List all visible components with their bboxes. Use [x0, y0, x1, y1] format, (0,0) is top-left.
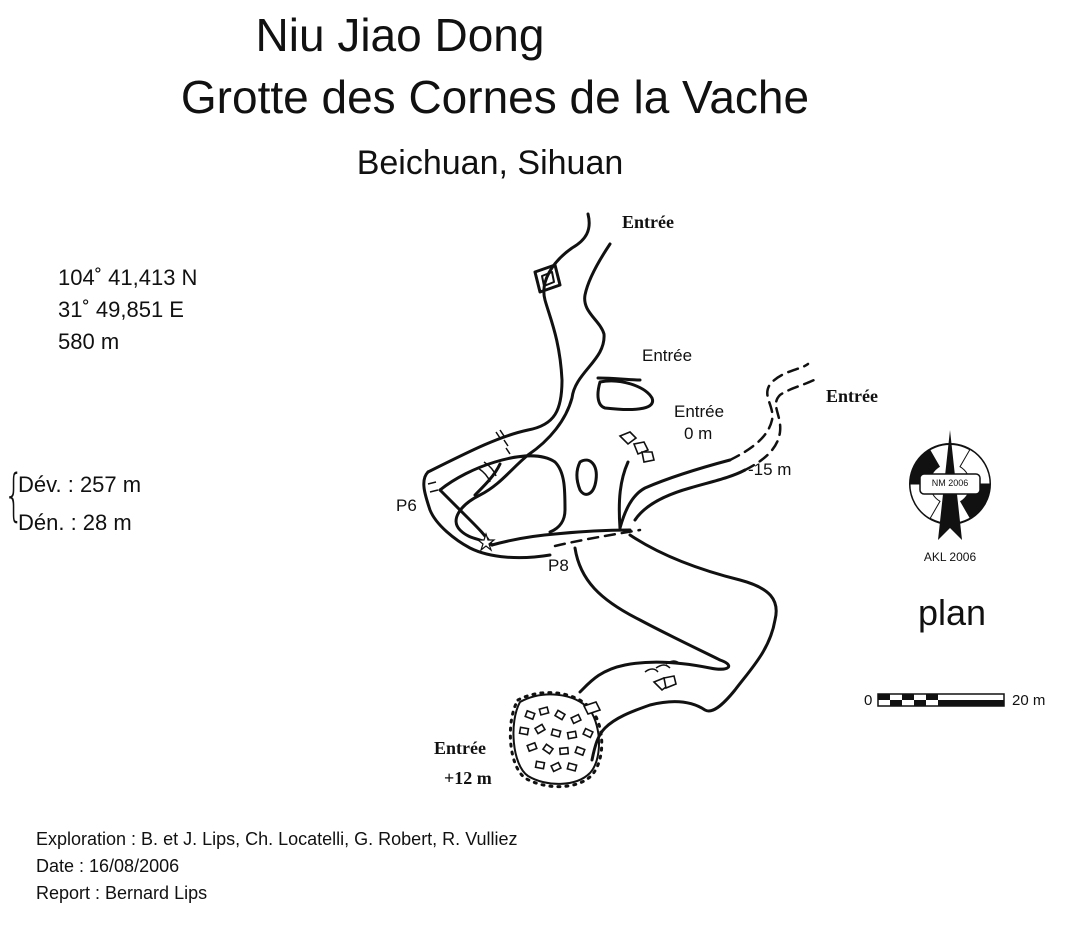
station-marker — [478, 534, 494, 550]
compass-badge: NM 2006 — [931, 478, 969, 488]
pillar — [577, 460, 596, 494]
label-minus15: -15 m — [748, 460, 792, 479]
label-entree-mid: Entrée — [642, 346, 693, 365]
wall-hatching — [478, 462, 496, 482]
compass-caption: AKL 2006 — [923, 550, 977, 564]
latitude-text: 104˚ 41,413 N — [58, 265, 198, 290]
wall-hatching — [428, 482, 438, 492]
label-zero-m: 0 m — [684, 424, 713, 443]
dashed-passage — [730, 364, 808, 460]
passage-wall — [440, 490, 492, 545]
map-subtitle: Grotte des Cornes de la Vache — [180, 71, 810, 123]
label-entree-bottom: Entrée — [434, 738, 486, 758]
date-credit: Date : 16/08/2006 — [36, 856, 180, 876]
stats-brace: { — [4, 463, 24, 528]
label-plus12: +12 m — [444, 768, 492, 788]
passage-wall — [456, 244, 610, 545]
longitude-text: 31˚ 49,851 E — [58, 297, 184, 322]
passage-wall — [492, 530, 630, 545]
label-entree-zero: Entrée — [674, 402, 725, 421]
scale-start-label: 0 — [864, 692, 873, 709]
dashed-passage — [745, 378, 818, 470]
wall-hatching — [496, 430, 510, 454]
development-text: Dév. : 257 m — [18, 472, 142, 497]
entrance-line — [598, 378, 640, 380]
label-p8: P8 — [548, 556, 569, 575]
rock-outline — [598, 381, 653, 410]
passage-wall — [592, 535, 776, 760]
map-location: Beichuan, Sihuan — [356, 144, 624, 182]
depth-text: Dén. : 28 m — [18, 510, 132, 535]
rock-symbol — [642, 452, 654, 462]
rock-symbol — [664, 676, 676, 688]
pillar — [542, 272, 554, 286]
label-entree-top: Entrée — [622, 212, 674, 232]
exploration-credit: Exploration : B. et J. Lips, Ch. Locatelli, G. Robert, R. Vulliez — [36, 829, 518, 849]
scale-bar — [878, 694, 1004, 706]
map-title: Niu Jiao Dong — [255, 9, 545, 61]
passage-wall — [635, 470, 745, 520]
credits-block — [36, 826, 518, 907]
altitude-text: 580 m — [58, 329, 120, 354]
scale-end-label: 20 m — [1012, 692, 1046, 709]
boulder-field — [520, 707, 593, 771]
view-type-label: plan — [918, 592, 987, 633]
passage-wall — [428, 214, 589, 472]
passage-wall — [440, 456, 565, 532]
report-credit: Report : Bernard Lips — [36, 883, 208, 903]
rock-symbol — [620, 432, 636, 444]
label-entree-right: Entrée — [826, 386, 878, 406]
label-p6: P6 — [396, 496, 417, 515]
